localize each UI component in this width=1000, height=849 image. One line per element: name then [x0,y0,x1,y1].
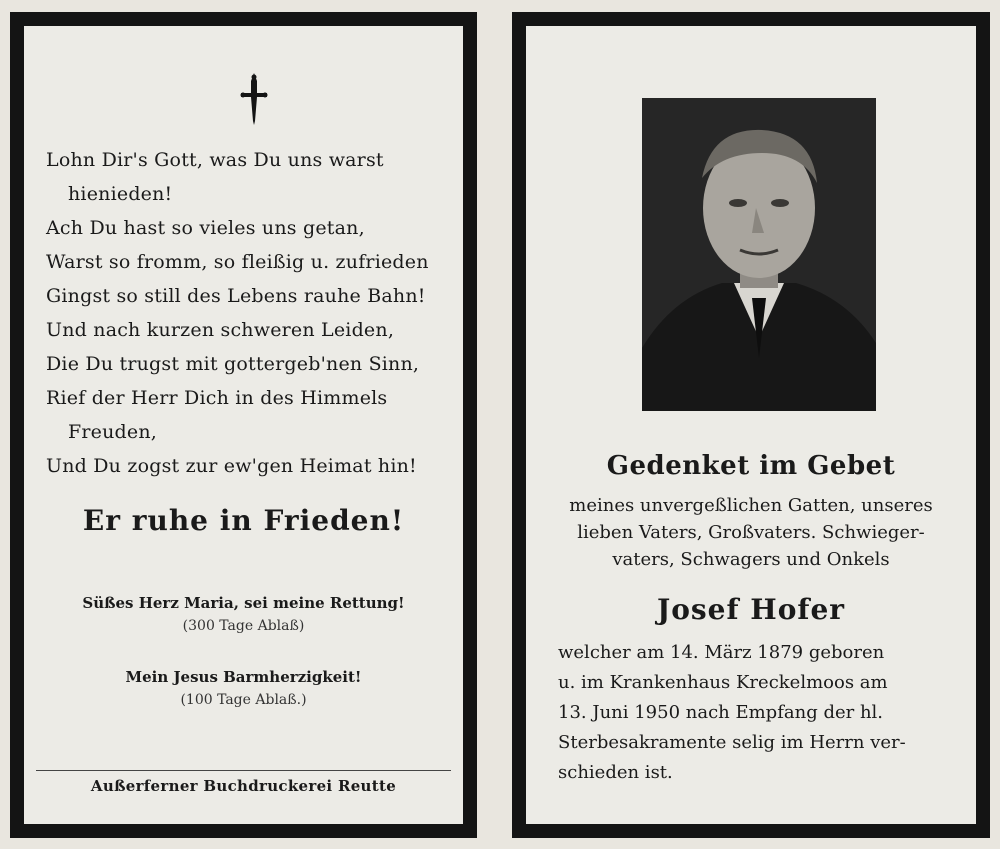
deceased-name: Josef Hofer [656,593,846,626]
detail-line: 13. Juni 1950 nach Empfang der hl. [558,702,884,723]
memorial-card-left [10,12,477,838]
intro-line: lieben Vaters, Großvaters. Schwieger- [577,522,925,543]
poem-line: Warst so fromm, so fleißig u. zufrieden [46,251,429,273]
poem-line: Und Du zogst zur ew'gen Heimat hin! [46,455,417,477]
poem-line: Ach Du hast so vieles uns getan, [46,217,365,239]
portrait-photo [642,98,876,411]
indulgence-note: (100 Tage Ablaß.) [180,692,307,708]
poem-line: Und nach kurzen schweren Leiden, [46,319,395,341]
poem-line: Lohn Dir's Gott, was Du uns warst [46,149,384,171]
life-details [558,638,966,788]
rest-in-peace-heading: Er ruhe in Frieden! [82,504,405,537]
divider [36,770,451,771]
memorial-card-right [512,12,990,838]
detail-line: Sterbesakramente selig im Herrn ver- [558,732,906,753]
memorial-heading: Gedenket im Gebet [606,451,896,481]
poem-line: Die Du trugst mit gottergeb'nen Sinn, [46,353,420,375]
prayer-line: Süßes Herz Maria, sei meine Rettung! [82,594,405,612]
intro-line: meines unvergeßlichen Gatten, unseres [569,495,933,516]
poem-line: Gingst so still des Lebens rauhe Bahn! [46,285,426,307]
intro-line: vaters, Schwagers und Onkels [612,549,890,570]
detail-line: schieden ist. [558,762,673,783]
printer-imprint: Außerferner Buchdruckerei Reutte [90,777,397,795]
poem-line: hienieden! [68,183,173,205]
intro-text [526,492,976,573]
prayer-line: Mein Jesus Barmherzigkeit! [125,668,362,686]
poem-line: Freuden, [68,421,158,443]
detail-line: u. im Krankenhaus Kreckelmoos am [558,672,888,693]
detail-line: welcher am 14. März 1879 geboren [558,642,885,663]
poem [46,143,456,483]
cross-icon [239,71,269,126]
poem-line: Rief der Herr Dich in des Himmels [46,387,388,409]
indulgence-note: (300 Tage Ablaß) [182,618,305,634]
